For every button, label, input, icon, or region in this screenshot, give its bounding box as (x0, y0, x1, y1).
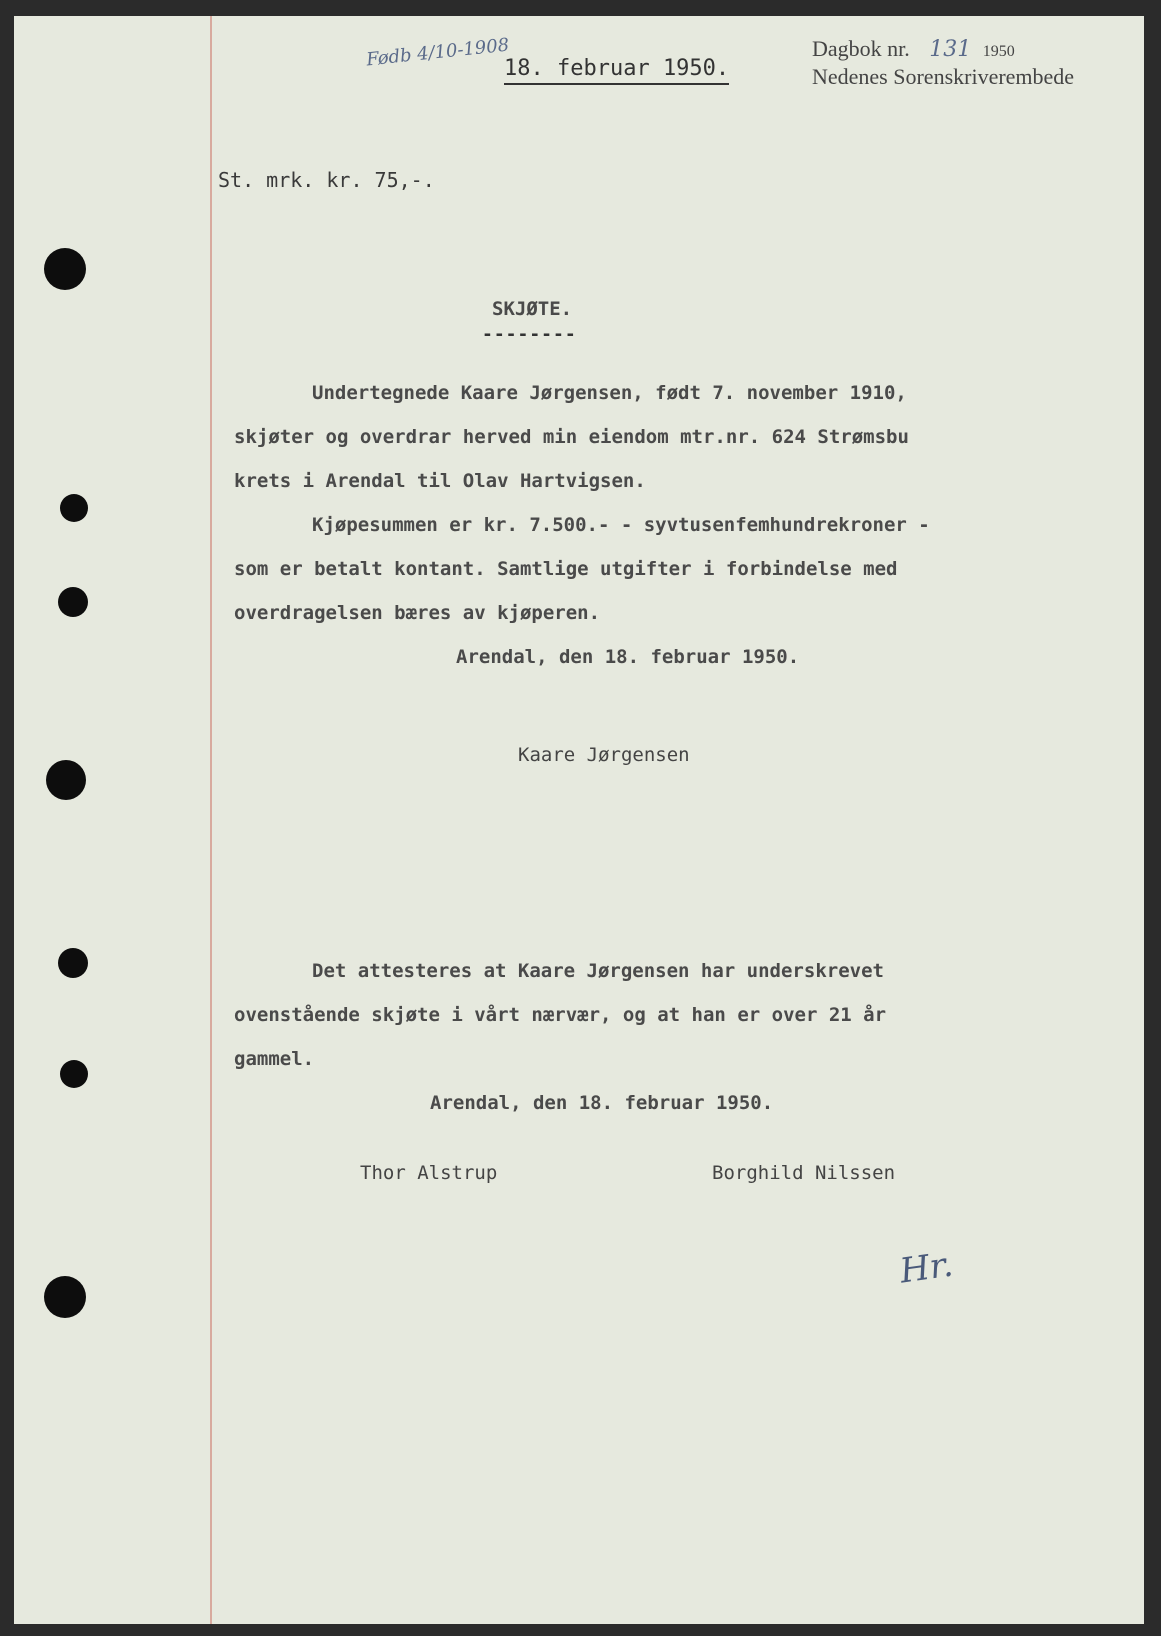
document-title: SKJØTE. (492, 298, 573, 320)
stamp-duty: St. mrk. kr. 75,-. (218, 168, 435, 192)
punch-hole-3 (58, 587, 88, 617)
punch-hole-5 (58, 948, 88, 978)
attestation-line-3: gammel. (234, 1048, 315, 1070)
document-page (14, 16, 1144, 1624)
dagbok-label (812, 36, 1015, 62)
dagbok-number: 131 (929, 37, 972, 62)
deed-line-3: krets i Arendal til Olav Hartvigsen. (234, 470, 646, 492)
attestation-line-2: ovenstående skjøte i vårt nærvær, og at han er over 21 år (234, 1004, 887, 1026)
witness-1-signature: Thor Alstrup (360, 1162, 498, 1184)
punch-hole-1 (44, 248, 86, 290)
attestation-place-date: Arendal, den 18. februar 1950. (430, 1092, 774, 1114)
deed-line-5: som er betalt kontant. Samtlige utgifter i forbindelse med (234, 558, 898, 580)
deed-line-4: Kjøpesummen er kr. 7.500.- - syvtusenfemhundrekroner - (312, 514, 930, 536)
dagbok-label-text: Dagbok nr. (812, 36, 910, 61)
document-date: 18. februar 1950. (504, 56, 729, 85)
title-underline: -------- (482, 324, 577, 345)
deed-line-2: skjøter og overdrar herved min eiendom mtr.nr. 624 Strømsbu (234, 426, 909, 448)
punch-hole-4 (46, 760, 86, 800)
deed-line-6: overdragelsen bæres av kjøperen. (234, 602, 601, 624)
punch-hole-6 (60, 1060, 88, 1088)
office-name: Nedenes Sorenskriverembede (812, 64, 1075, 89)
deed-place-date: Arendal, den 18. februar 1950. (456, 646, 800, 668)
handwritten-initials: Hr. (897, 1244, 956, 1292)
punch-hole-7 (44, 1276, 86, 1318)
handwritten-birth-note: Fødb 4/10-1908 (365, 34, 511, 71)
punch-hole-2 (60, 494, 88, 522)
seller-signature: Kaare Jørgensen (518, 744, 690, 766)
deed-line-1: Undertegnede Kaare Jørgensen, født 7. november 1910, (312, 382, 907, 404)
margin-line (210, 16, 212, 1624)
dagbok-year: 1950 (982, 43, 1015, 60)
attestation-line-1: Det attesteres at Kaare Jørgensen har underskrevet (312, 960, 884, 982)
witness-2-signature: Borghild Nilssen (712, 1162, 896, 1184)
